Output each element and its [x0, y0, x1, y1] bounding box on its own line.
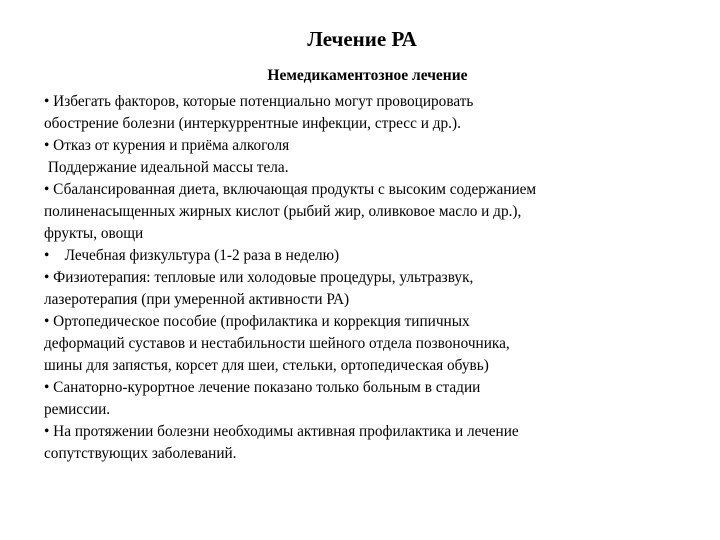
body-line: • На протяжении болезни необходимы активная профилактика и лечение [44, 423, 519, 440]
slide-title: Лечение РА [307, 27, 417, 51]
body-line: • Ортопедическое пособие (профилактика и коррекция типичных [44, 313, 470, 330]
body-line: сопутствующих заболеваний. [44, 445, 237, 462]
body-line: полиненасыщенных жирных кислот (рыбий жир, оливковое масло и др.), [44, 203, 522, 220]
slide-body [44, 91, 694, 465]
body-line: • Лечебная физкультура (1-2 раза в неделю) [44, 247, 340, 264]
body-line: фрукты, овощи [44, 225, 144, 242]
body-line: • Физиотерапия: тепловые или холодовые процедуры, ультразвук, [44, 269, 474, 286]
slide-subtitle: Немедикаментозное лечение [267, 67, 468, 84]
body-line: ремиссии. [44, 401, 111, 418]
body-line: • Санаторно-курортное лечение показано только больным в стадии [44, 379, 481, 396]
body-line: • Сбалансированная диета, включающая продукты с высоким содержанием [44, 181, 537, 198]
body-line: • Отказ от курения и приёма алкоголя [44, 137, 290, 154]
body-line: • Избегать факторов, которые потенциально могут провоцировать [44, 93, 474, 110]
body-line: Поддержание идеальной массы тела. [44, 159, 289, 176]
body-line: обострение болезни (интеркуррентные инфекции, стресс и др.). [44, 115, 461, 132]
body-line: деформаций суставов и нестабильности шейного отдела позвоночника, [44, 335, 510, 352]
body-line: шины для запястья, корсет для шеи, стельки, ортопедическая обувь) [44, 357, 489, 374]
body-line: лазеротерапия (при умеренной активности РА) [44, 291, 350, 308]
